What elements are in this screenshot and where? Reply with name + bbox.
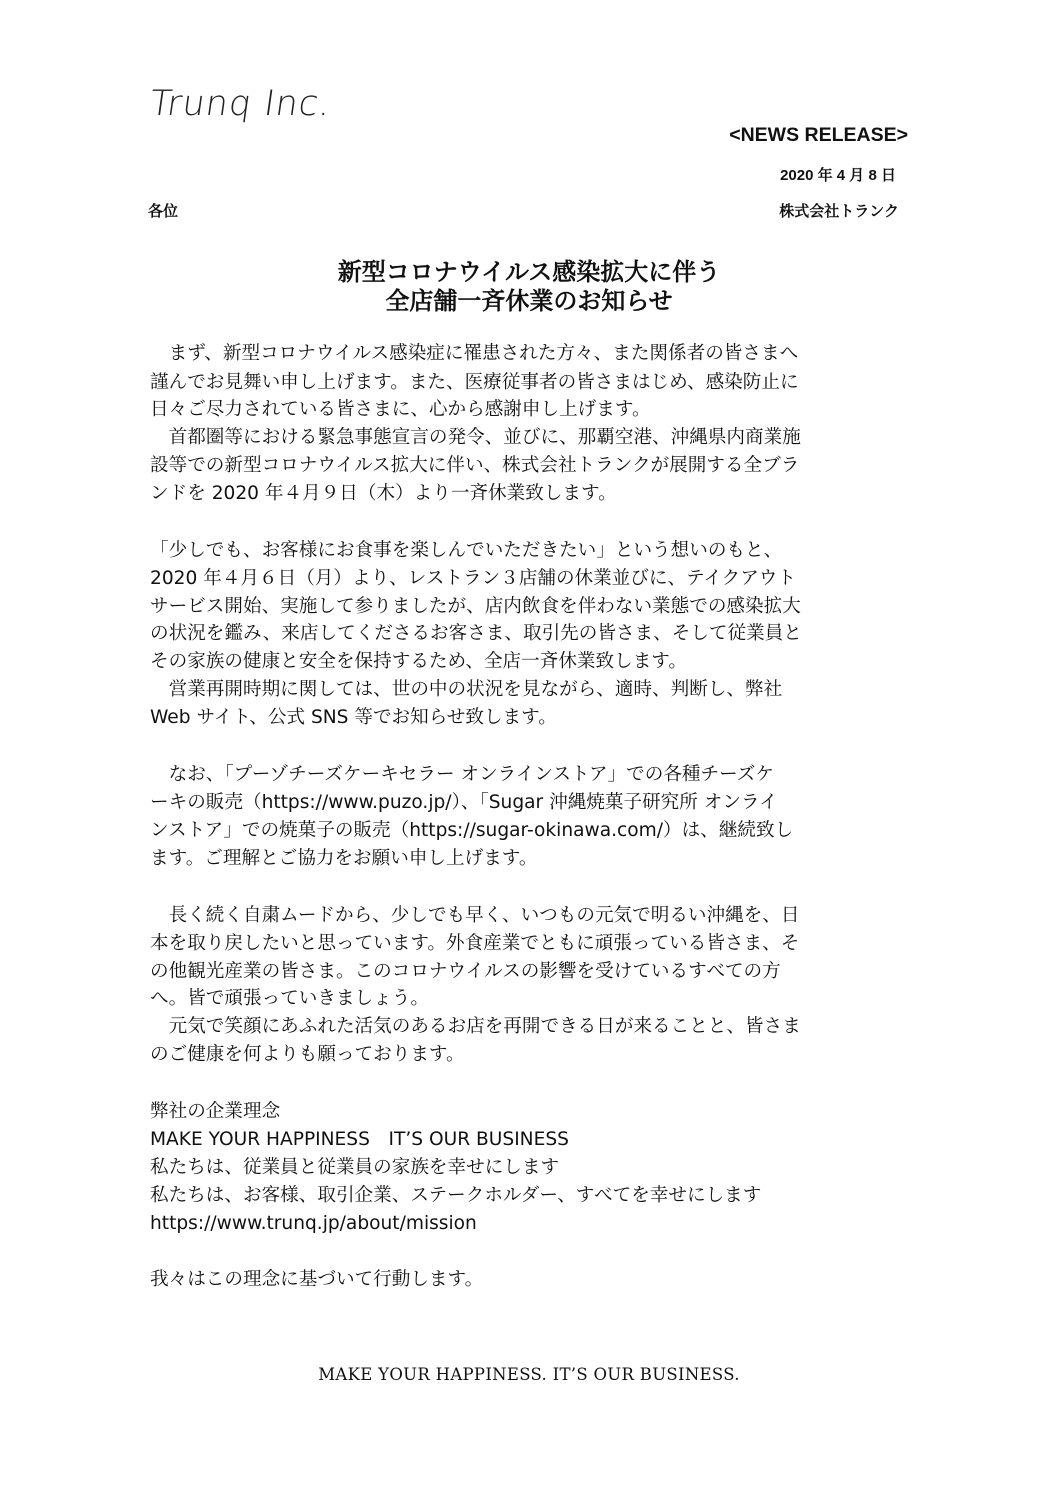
body-line: 「少しでも、お客様にお食事を楽しんでいただきたい」という想いのもと、 (150, 540, 783, 561)
body-line: ンドを 2020 年４月９日（木）より一斉休業致します。 (150, 483, 617, 504)
body-line: ンストア」での焼菓子の販売（https://sugar-okinawa.com/）は、継続致し (150, 820, 794, 841)
body-line: 私たちは、お客様、取引企業、ステークホルダー、すべてを幸せにします (150, 1185, 762, 1206)
body-line: 営業再開時期に関しては、世の中の状況を見ながら、適時、判断し、弊社 (150, 679, 783, 700)
body-line: 謹んでお見舞い申し上げます。また、医療従事者の皆さまはじめ、感染防止に (150, 372, 799, 393)
news-release-label: <NEWS RELEASE> (729, 124, 908, 146)
body-line: MAKE YOUR HAPPINESS IT’S OUR BUSINESS (150, 1129, 569, 1150)
body-line: 2020 年４月６日（月）より、レストラン３店舗の休業並びに、テイクアウト (150, 568, 796, 589)
body-line: 元気で笑顔にあふれた活気のあるお店を再開できる日が来ることと、皆さま (150, 1016, 801, 1037)
release-date: 2020 年 4 月 8 日 (780, 167, 896, 184)
body-line: 我々はこの理念に基づいて行動します。 (150, 1269, 484, 1290)
footer-tagline: MAKE YOUR HAPPINESS. IT’S OUR BUSINESS. (318, 1365, 740, 1384)
body-line: へ。皆で頑張っていきましょう。 (150, 988, 429, 1009)
body-line: のご健康を何よりも願っております。 (150, 1044, 465, 1065)
body-line: 設等での新型コロナウイルス拡大に伴い、株式会社トランクが展開する全ブラ (150, 455, 800, 476)
addressee: 各位 (148, 203, 179, 220)
page-title-line-1: 新型コロナウイルス感染拡大に伴う (337, 258, 721, 286)
body-line: 本を取り戻したいと思っています。外食産業でともに頑張っている皆さま、そ (150, 933, 800, 954)
page-title-line-2: 全店舗一斉休業のお知らせ (385, 287, 673, 315)
body-line: ーキの販売（https://www.puzo.jp/）、「Sugar 沖縄焼菓子研究所 オンライ (150, 792, 778, 813)
body-line: の他観光産業の皆さま。このコロナウイルスの影響を受けているすべての方 (150, 961, 781, 982)
body-line: https://www.trunq.jp/about/mission (150, 1213, 477, 1234)
body-line: ます。ご理解とご協力をお願い申し上げます。 (150, 848, 538, 869)
body-line: 首都圏等における緊急事態宣言の発令、並びに、那覇空港、沖縄県内商業施 (150, 427, 801, 448)
body-line: 日々ご尽力されている皆さまに、心から感謝申し上げます。 (150, 399, 651, 420)
body-line: 弊社の企業理念 (150, 1101, 281, 1122)
body-line: 私たちは、従業員と従業員の家族を幸せにします (150, 1157, 560, 1178)
body-line: の状況を鑑み、来店してくださるお客さま、取引先の皆さま、そして従業員と (150, 623, 802, 644)
company-name: 株式会社トランク (779, 203, 899, 220)
body-line: サービス開始、実施して参りましたが、店内飲食を伴わない業態での感染拡大 (150, 596, 801, 617)
body-line: なお、「プーゾチーズケーキセラー オンラインストア」での各種チーズケ (150, 764, 774, 785)
company-logo: Trunq Inc. (147, 84, 335, 124)
body-line: その家族の健康と安全を保持するため、全店一斉休業致します。 (150, 651, 687, 672)
body-line: まず、新型コロナウイルス感染症に罹患された方々、また関係者の皆さまへ (150, 343, 799, 364)
body-line: Web サイト、公式 SNS 等でお知らせ致します。 (150, 707, 557, 728)
body-line: 長く続く自粛ムードから、少しでも早く、いつもの元気で明るい沖縄を、日 (150, 905, 800, 926)
